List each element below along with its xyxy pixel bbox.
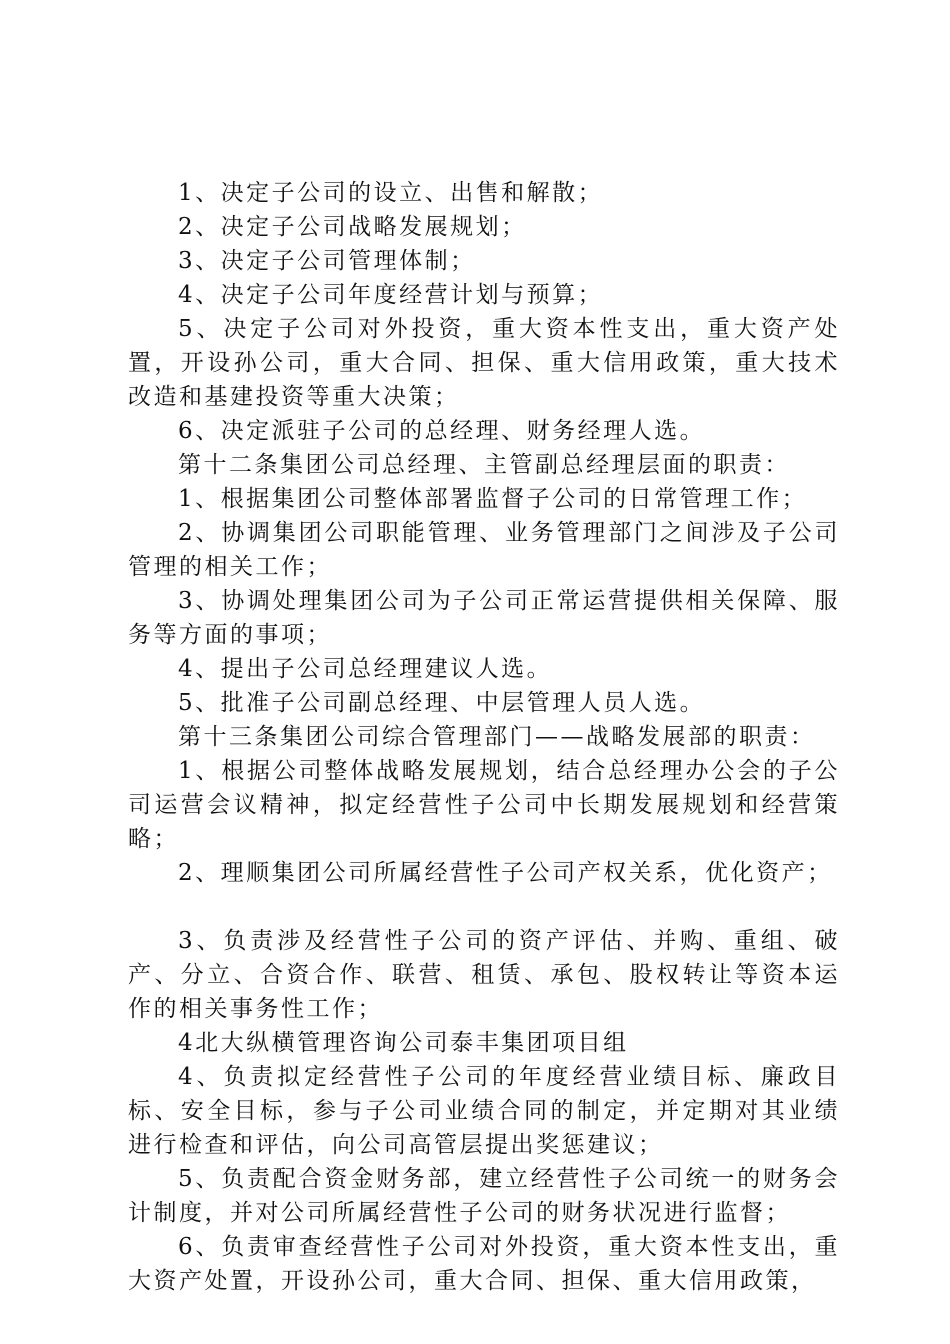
list-item: 3、负责涉及经营性子公司的资产评估、并购、重组、破产、分立、合资合作、联营、租赁、承包、股权转让等资本运作的相关事务性工作； xyxy=(128,928,840,1022)
list-item: 5、批准子公司副总经理、中层管理人员人选。 xyxy=(178,690,706,716)
list-item: 6、决定派驻子公司的总经理、财务经理人选。 xyxy=(178,418,706,444)
list-item: 3、协调处理集团公司为子公司正常运营提供相关保障、服务等方面的事项； xyxy=(128,588,840,648)
list-item: 2、决定子公司战略发展规划； xyxy=(178,214,527,240)
page-footer-text: 4北大纵横管理咨询公司泰丰集团项目组 xyxy=(178,1030,629,1056)
article-heading: 第十二条集团公司总经理、主管副总经理层面的职责： xyxy=(178,452,790,478)
list-item: 1、根据集团公司整体部署监督子公司的日常管理工作； xyxy=(178,486,808,512)
list-item: 5、决定子公司对外投资，重大资本性支出，重大资产处置，开设孙公司，重大合同、担保、重大信用政策，重大技术改造和基建投资等重大决策； xyxy=(128,316,840,410)
list-item: 3、决定子公司管理体制； xyxy=(178,248,476,274)
list-item: 2、理顺集团公司所属经营性子公司产权关系，优化资产； xyxy=(178,860,833,886)
list-item: 1、根据公司整体战略发展规划，结合总经理办公会的子公司运营会议精神，拟定经营性子公司中长期发展规划和经营策略； xyxy=(128,758,840,852)
list-item: 1、决定子公司的设立、出售和解散； xyxy=(178,180,604,206)
list-item: 2、协调集团公司职能管理、业务管理部门之间涉及子公司管理的相关工作； xyxy=(128,520,840,580)
blank-line xyxy=(128,890,840,924)
list-item: 5、负责配合资金财务部，建立经营性子公司统一的财务会计制度，并对公司所属经营性子公司的财务状况进行监督； xyxy=(128,1166,840,1226)
list-item: 6、负责审查经营性子公司对外投资，重大资本性支出，重大资产处置，开设孙公司，重大合同、担保、重大信用政策， xyxy=(128,1234,840,1294)
list-item: 4、提出子公司总经理建议人选。 xyxy=(178,656,553,682)
document-body xyxy=(128,176,840,1298)
article-heading: 第十三条集团公司综合管理部门——战略发展部的职责： xyxy=(178,724,816,750)
list-item: 4、负责拟定经营性子公司的年度经营业绩目标、廉政目标、安全目标，参与子公司业绩合同的制定，并定期对其业绩进行检查和评估，向公司高管层提出奖惩建议； xyxy=(128,1064,840,1158)
list-item: 4、决定子公司年度经营计划与预算； xyxy=(178,282,604,308)
